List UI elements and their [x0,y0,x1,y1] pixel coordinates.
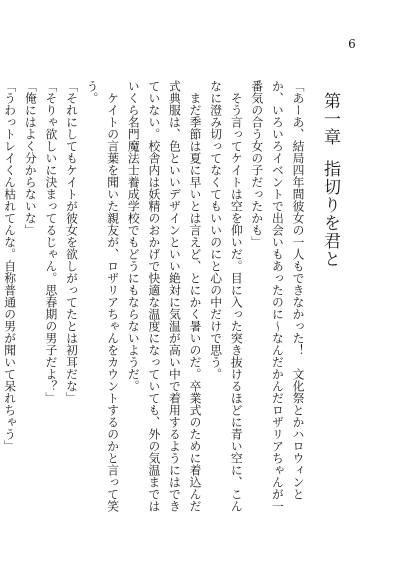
paragraph: まだ季節は夏に早いとは言えど、とにかく暑いのだ。卒業式のために着込んだ式典服は、色といいデザインといい絶対に気温が高い中で着用するようにはできていない。校舎内は妖精のおかげで快適な温度になっていても、外の気温まではいくら名門魔法士養成学校でもどうにもならないようだ。 [126,80,203,512]
page-number: 6 [348,37,356,51]
chapter-heading [320,92,340,268]
paragraph: 「あーあ、結局四年間彼女の一人もできなかった！ 文化祭とかハロウィンとか、いろいろイベントで出会いもあったのに～なんだかんだロザリアちゃんが一番気の合う女の子だったかも」 [249,80,305,512]
body-text [2,80,308,520]
paragraph: ケイトの言葉を聞いた親友が、ロザリアちゃんをカウントするのかと言って笑う。 [85,80,120,512]
chapter-number: 第一章 [320,92,340,146]
chapter-title: 指切りを君と [320,160,340,268]
paragraph: そう言ってケイトは空を仰いだ。目に入った突き抜けるほどに青い空に、こんなに澄み切ってなくてもいいのにと心の中だけで思う。 [208,80,244,512]
paragraph: 「それにしてもケイトが彼女を欲しがってたとは初耳だな」 [64,80,79,404]
paragraph: 「そりゃ欲しいに決まってるじゃん。思春期の男子だよ？」 [43,80,58,404]
paragraph: 「うわっトレイくん枯れてんな。自称普通の男が聞いて呆れちゃう」 [2,80,17,452]
paragraph: 「俺にはよく分からないな」 [23,80,38,236]
